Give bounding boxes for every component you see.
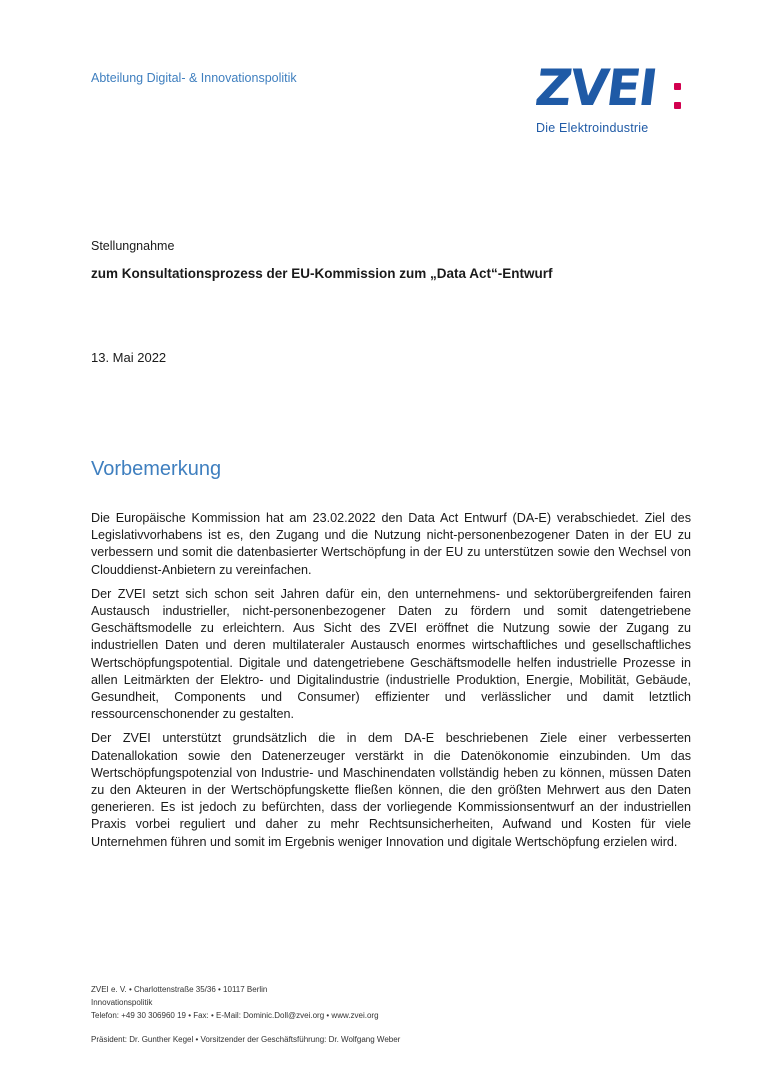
document-title: zum Konsultationsprozess der EU-Kommission zum „Data Act“-Entwurf (91, 266, 553, 281)
footer-unit: Innovationspolitik (91, 998, 153, 1008)
document-date: 13. Mai 2022 (91, 350, 167, 365)
paragraph: Die Europäische Kommission hat am 23.02.2022 den Data Act Entwurf (DA-E) verabschiedet. Ziel des Legislativvorhabens ist es, den Zugang und die Nutzung nicht-personenbezogener Daten in der EU zu verbessern und somit die datenbasierter Wertschöpfung in der EU zu unterstützen sowie den Wechsel von Clouddienst-Anbietern zu vereinfachen. (91, 511, 691, 577)
logo-subtitle: Die Elektroindustrie (536, 121, 649, 135)
section-heading: Vorbemerkung (91, 458, 222, 480)
footer-board: Präsident: Dr. Gunther Kegel • Vorsitzender der Geschäftsführung: Dr. Wolfgang Weber (91, 1034, 401, 1044)
section-body (91, 510, 691, 858)
paragraph: Der ZVEI unterstützt grundsätzlich die in dem DA-E beschriebenen Ziele einer verbesserten Datenallokation sowie den Datenerzeuger verstärkt in die Datenökonomie einzubinden. Um das Wertschöpfungspotenzial von Industrie- und Maschinendaten vollständig heben zu können, müssen Daten zu den Akteuren in der Wertschöpfungskette fließen können, die den größten Mehrwert aus den Daten generieren. Es ist jedoch zu befürchten, dass der vorliegende Kommissionsentwurf an der industriellen Praxis vorbei reguliert und daher zu mehr Rechtsunsicherheiten, Aufwand und Kosten für viele Unternehmen führen und somit im Ergebnis weniger Innovation und digitale Wertschöpfung erzielen wird. (91, 731, 691, 849)
logo-colon-icon (674, 83, 683, 111)
paragraph: Der ZVEI setzt sich schon seit Jahren dafür ein, den unternehmens- und sektorübergreifenden fairen Austausch industrieller, nicht-personenbezogener Daten zu fördern und somit datengetriebene Geschäftsmodelle zu erleichtern. Aus Sicht des ZVEI eröffnet die Nutzung sowie der Zugang zu industriellen Daten und deren multilateraler Austausch enormes wirtschaftliches und gesellschaftliches Wertschöpfungspotential. Digitale und datengetriebene Geschäftsmodelle helfen industrielle Prozesse in allen Leitmärkten der Elektro- und Digitalindustrie (industrielle Produktion, Energie, Mobilität, Gebäude, Gesundheit, Components und Consumer) effizienter und verlässlicher und damit letztlich ressourcenschonender zu gestalten. (91, 586, 691, 722)
document-type: Stellungnahme (91, 239, 175, 253)
page-footer (91, 983, 651, 1046)
logo-wordmark: ZVEI (533, 59, 658, 117)
zvei-logo (533, 59, 686, 142)
footer-address: ZVEI e. V. • Charlottenstraße 35/36 • 10117 Berlin (91, 985, 268, 994)
department-label: Abteilung Digital- & Innovationspolitik (91, 71, 297, 85)
footer-contact: Telefon: +49 30 306960 19 • Fax: • E-Mail: Dominic.Doll@zvei.org • www.zvei.org (91, 1011, 379, 1021)
